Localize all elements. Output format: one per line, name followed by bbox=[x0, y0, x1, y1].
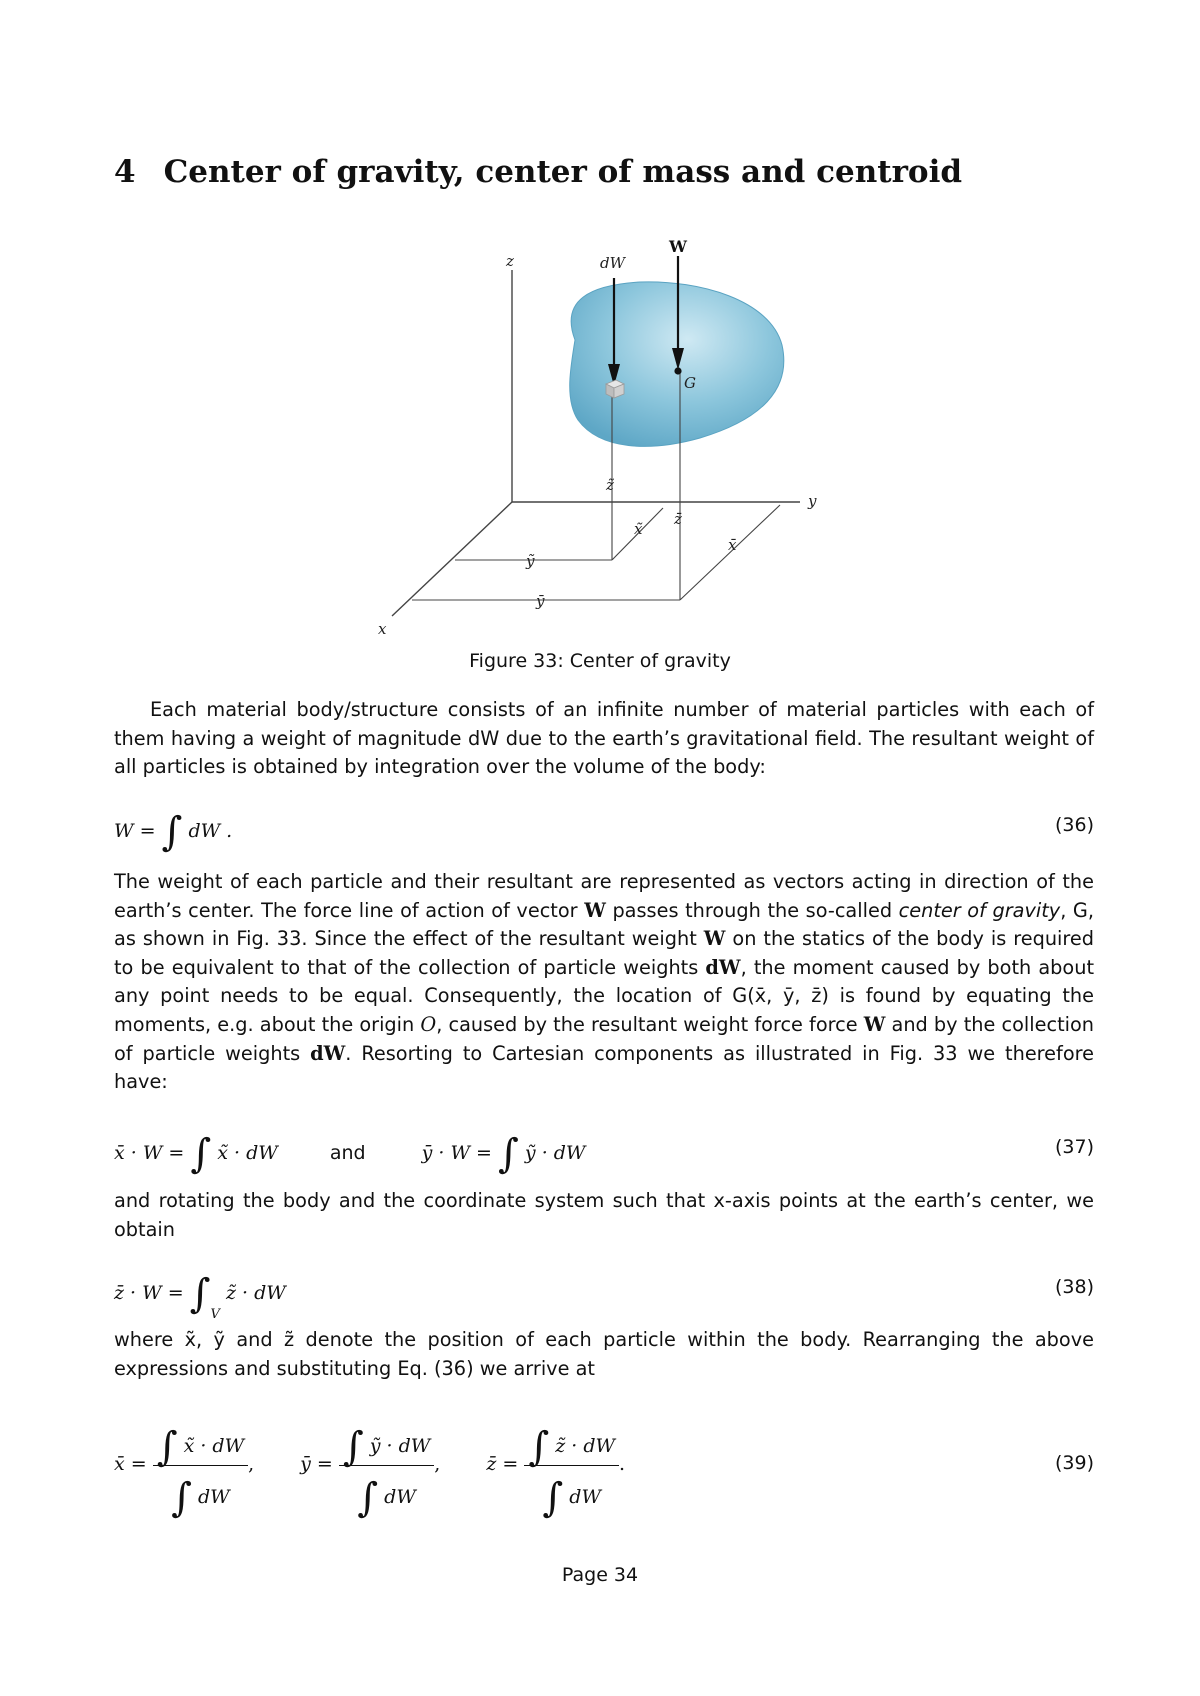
z-tilde-label: z̃ bbox=[606, 476, 614, 494]
center-of-gravity-point bbox=[674, 367, 681, 374]
x-axis-line bbox=[392, 502, 512, 616]
eq39-x-denominator: dW bbox=[197, 1485, 230, 1508]
eq36-rhs: dW . bbox=[188, 820, 233, 842]
eq39-z-numerator: z̃ · dW bbox=[555, 1434, 616, 1457]
integral-sign: ∫ bbox=[498, 1131, 519, 1177]
eq39-y-lhs: ȳ = bbox=[300, 1453, 333, 1475]
eq37-b-lhs: ȳ · W = bbox=[421, 1142, 492, 1164]
x-tilde-label: x̃ bbox=[634, 520, 643, 538]
paragraph-3: and rotating the body and the coordinate system such that x-axis points at the earth’s center, we obtain bbox=[114, 1189, 1094, 1241]
eq36-number: (36) bbox=[1054, 814, 1094, 836]
integral-sign: ∫ bbox=[161, 809, 183, 855]
eq39-number: (39) bbox=[1054, 1452, 1094, 1474]
eq36-lhs: W = bbox=[114, 820, 156, 842]
integral-sign: ∫ bbox=[190, 1131, 212, 1177]
eq39-z-denominator: dW bbox=[569, 1485, 601, 1508]
equation-36 bbox=[114, 804, 1094, 855]
integral-sign: ∫ bbox=[189, 1271, 211, 1317]
eq39-y-numerator: ỹ · dW bbox=[369, 1434, 431, 1457]
z-axis-label: z bbox=[506, 252, 514, 270]
G-label: G bbox=[684, 374, 696, 392]
paragraph-1: Each material body/structure consists of an infinite number of material particles with each of them having a weight of magnitude dW due to the earth’s gravitational field. The resultant weight of all particles is obtained by integration over the volume of the body: bbox=[114, 698, 1094, 779]
paragraph-4: where x̃, ỹ and z̃ denote the position of each particle within the body. Rearranging the above expressions and substituting Eq. (36) we arrive at bbox=[114, 1328, 1094, 1380]
dW-label: dW bbox=[600, 254, 626, 272]
eq38-domain: V bbox=[210, 1306, 220, 1322]
equation-39: x̄ = $\frac{\int x̃ \cdot dW}{\int dW}$ , ȳ = $\frac{\text{∫ ỹ · dW}}{\int dW}$ , z̄ = $\frac{\int z̃ \cdot dW}{\int dW}$ . (39) bbox=[114, 1404, 1094, 1524]
y-bar-label: ȳ bbox=[536, 592, 545, 610]
section-title: Center of gravity, center of mass and centroid bbox=[163, 154, 963, 190]
equation-37 bbox=[114, 1126, 1094, 1177]
equation-38 bbox=[114, 1266, 1094, 1322]
center-of-gravity-figure bbox=[0, 0, 1200, 660]
eq37-a-rhs: x̃ · dW bbox=[217, 1142, 278, 1164]
paragraph-2: The weight of each particle and their resultant are represented as vectors acting in direction of the earth’s center. The force line of action of vector W passes through the so-called center of gravity, G, as shown in Fig. 33. Since the effect of the resultant weight W on the statics of the body is required to be equivalent to that of the collection of particle weights dW, the moment caused by both about any point needs to be equal. Consequently, the location of G(x̄, ȳ, z̄) is found by equating the moments, e.g. about the origin O, caused by the resultant weight force force W and by the collection of particle weights dW. Resorting to Cartesian components as illustrated in Fig. 33 we therefore have: bbox=[114, 870, 1095, 1094]
W-label: W bbox=[669, 237, 687, 256]
eq38-rhs: z̃ · dW bbox=[225, 1282, 286, 1304]
eq39-y-denominator: dW bbox=[384, 1485, 416, 1508]
x-bar-label: x̄ bbox=[728, 536, 737, 554]
eq38-lhs: z̄ · W = bbox=[114, 1282, 184, 1304]
section-number: 4 bbox=[114, 154, 136, 190]
eq38-number: (38) bbox=[1054, 1276, 1094, 1298]
eq39-z-lhs: z̄ = bbox=[486, 1453, 519, 1475]
eq39-x-numerator: x̃ · dW bbox=[183, 1434, 245, 1457]
x-axis-label: x bbox=[378, 620, 387, 638]
eq37-number: (37) bbox=[1054, 1136, 1094, 1158]
y-axis-label: y bbox=[808, 492, 817, 510]
y-tilde-label: ỹ bbox=[526, 552, 535, 570]
particle-element bbox=[606, 380, 624, 398]
eq39-x-lhs: x̄ = bbox=[114, 1453, 147, 1475]
eq37-a-lhs: x̄ · W = bbox=[114, 1142, 185, 1164]
eq37-b-rhs: ỹ · dW bbox=[524, 1142, 586, 1164]
page-number: Page 34 bbox=[561, 1564, 639, 1586]
figure-caption: Figure 33: Center of gravity bbox=[469, 650, 731, 672]
z-bar-label: z̄ bbox=[674, 510, 682, 528]
eq37-and: and bbox=[329, 1142, 366, 1164]
